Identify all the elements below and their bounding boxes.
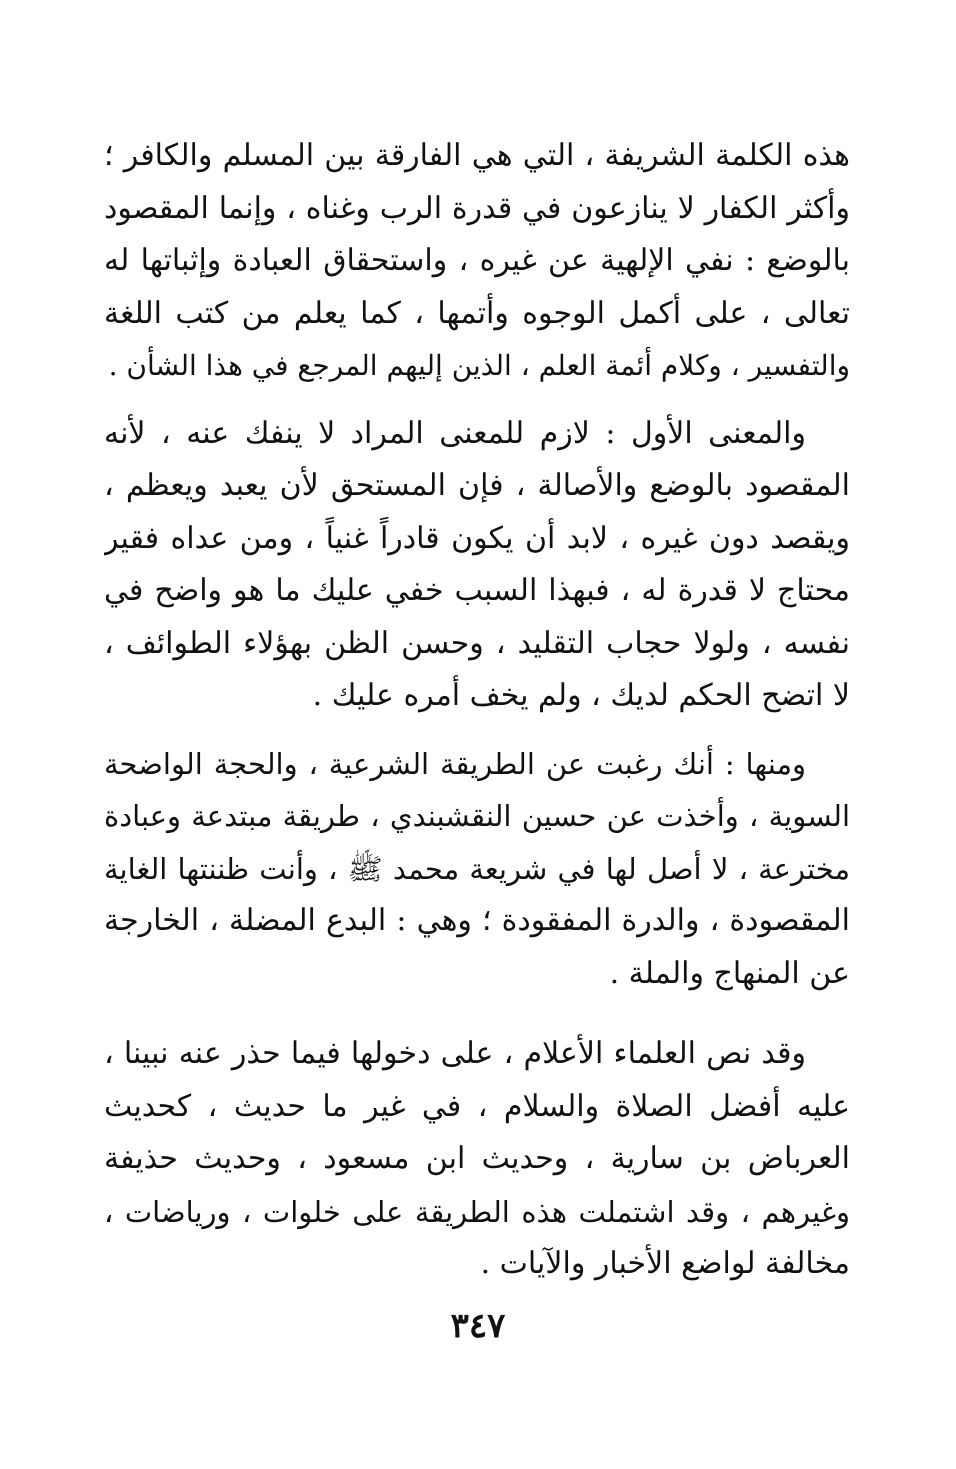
- text-line: محتاج لا قدرة له ، فبهذا السبب خفي عليك ما هو واضح في: [104, 573, 850, 608]
- text-line: المقصودة ، والدرة المفقودة ؛ وهي : البدع المضلة ، الخارجة: [104, 903, 850, 938]
- text-line: السوية ، وأخذت عن حسين النقشبندي ، طريقة مبتدعة وعبادة: [104, 799, 850, 833]
- paragraph-1: [104, 130, 850, 393]
- text-line: ويقصد دون غيره ، لابد أن يكون قادراً غنياً ، ومن عداه فقير: [104, 520, 850, 556]
- paragraph-4: [104, 1028, 850, 1291]
- text-line: والمعنى الأول : لازم للمعنى المراد لا ينفك عنه ، لأنه: [104, 415, 806, 451]
- text-line: لا اتضح الحكم لديك ، ولم يخف أمره عليك .: [312, 678, 850, 713]
- page-number: ٣٤٧: [450, 1306, 506, 1346]
- text-line: ومنها : أنك رغبت عن الطريقة الشرعية ، والحجة الواضحة: [104, 746, 806, 781]
- paragraph-2: [104, 408, 850, 723]
- page-text: [104, 130, 850, 1291]
- text-line: مخترعة ، لا أصل لها في شريعة محمد ﷺ ، وأنت ظننتها الغاية: [104, 851, 850, 886]
- text-line: والتفسير ، وكلام أئمة العلم ، الذين إليهم المرجع في هذا الشأن .: [108, 349, 850, 382]
- text-line: عليه أفضل الصلاة والسلام ، في غير ما حديث ، كحديث: [104, 1088, 850, 1124]
- text-line: وغيرهم ، وقد اشتملت هذه الطريقة على خلوات ، ورياضات ،: [104, 1194, 850, 1229]
- text-line: بالوضع : نفي الإلهية عن غيره ، واستحقاق العبادة وإثباتها له: [104, 243, 850, 278]
- text-line: نفسه ، ولولا حجاب التقليد ، وحسن الظن بهؤلاء الطوائف ،: [104, 625, 850, 661]
- text-line: المقصود بالوضع والأصالة ، فإن المستحق لأن يعبد ويعظم ،: [104, 468, 850, 503]
- text-line: تعالى ، على أكمل الوجوه وأتمها ، كما يعلم من كتب اللغة: [104, 295, 850, 331]
- text-line: وأكثر الكفار لا ينازعون في قدرة الرب وغناه ، وإنما المقصود: [104, 190, 850, 226]
- text-line: مخالفة لواضع الأخبار والآيات .: [480, 1246, 850, 1281]
- text-line: وقد نص العلماء الأعلام ، على دخولها فيما حذر عنه نبينا ،: [104, 1036, 806, 1071]
- text-line: عن المنهاج والملة .: [609, 955, 850, 991]
- text-line: هذه الكلمة الشريفة ، التي هي الفارقة بين المسلم والكافر ؛: [104, 138, 850, 173]
- paragraph-3: [104, 738, 850, 1001]
- text-line: العرباض بن سارية ، وحديث ابن مسعود ، وحديث حذيفة: [104, 1141, 850, 1176]
